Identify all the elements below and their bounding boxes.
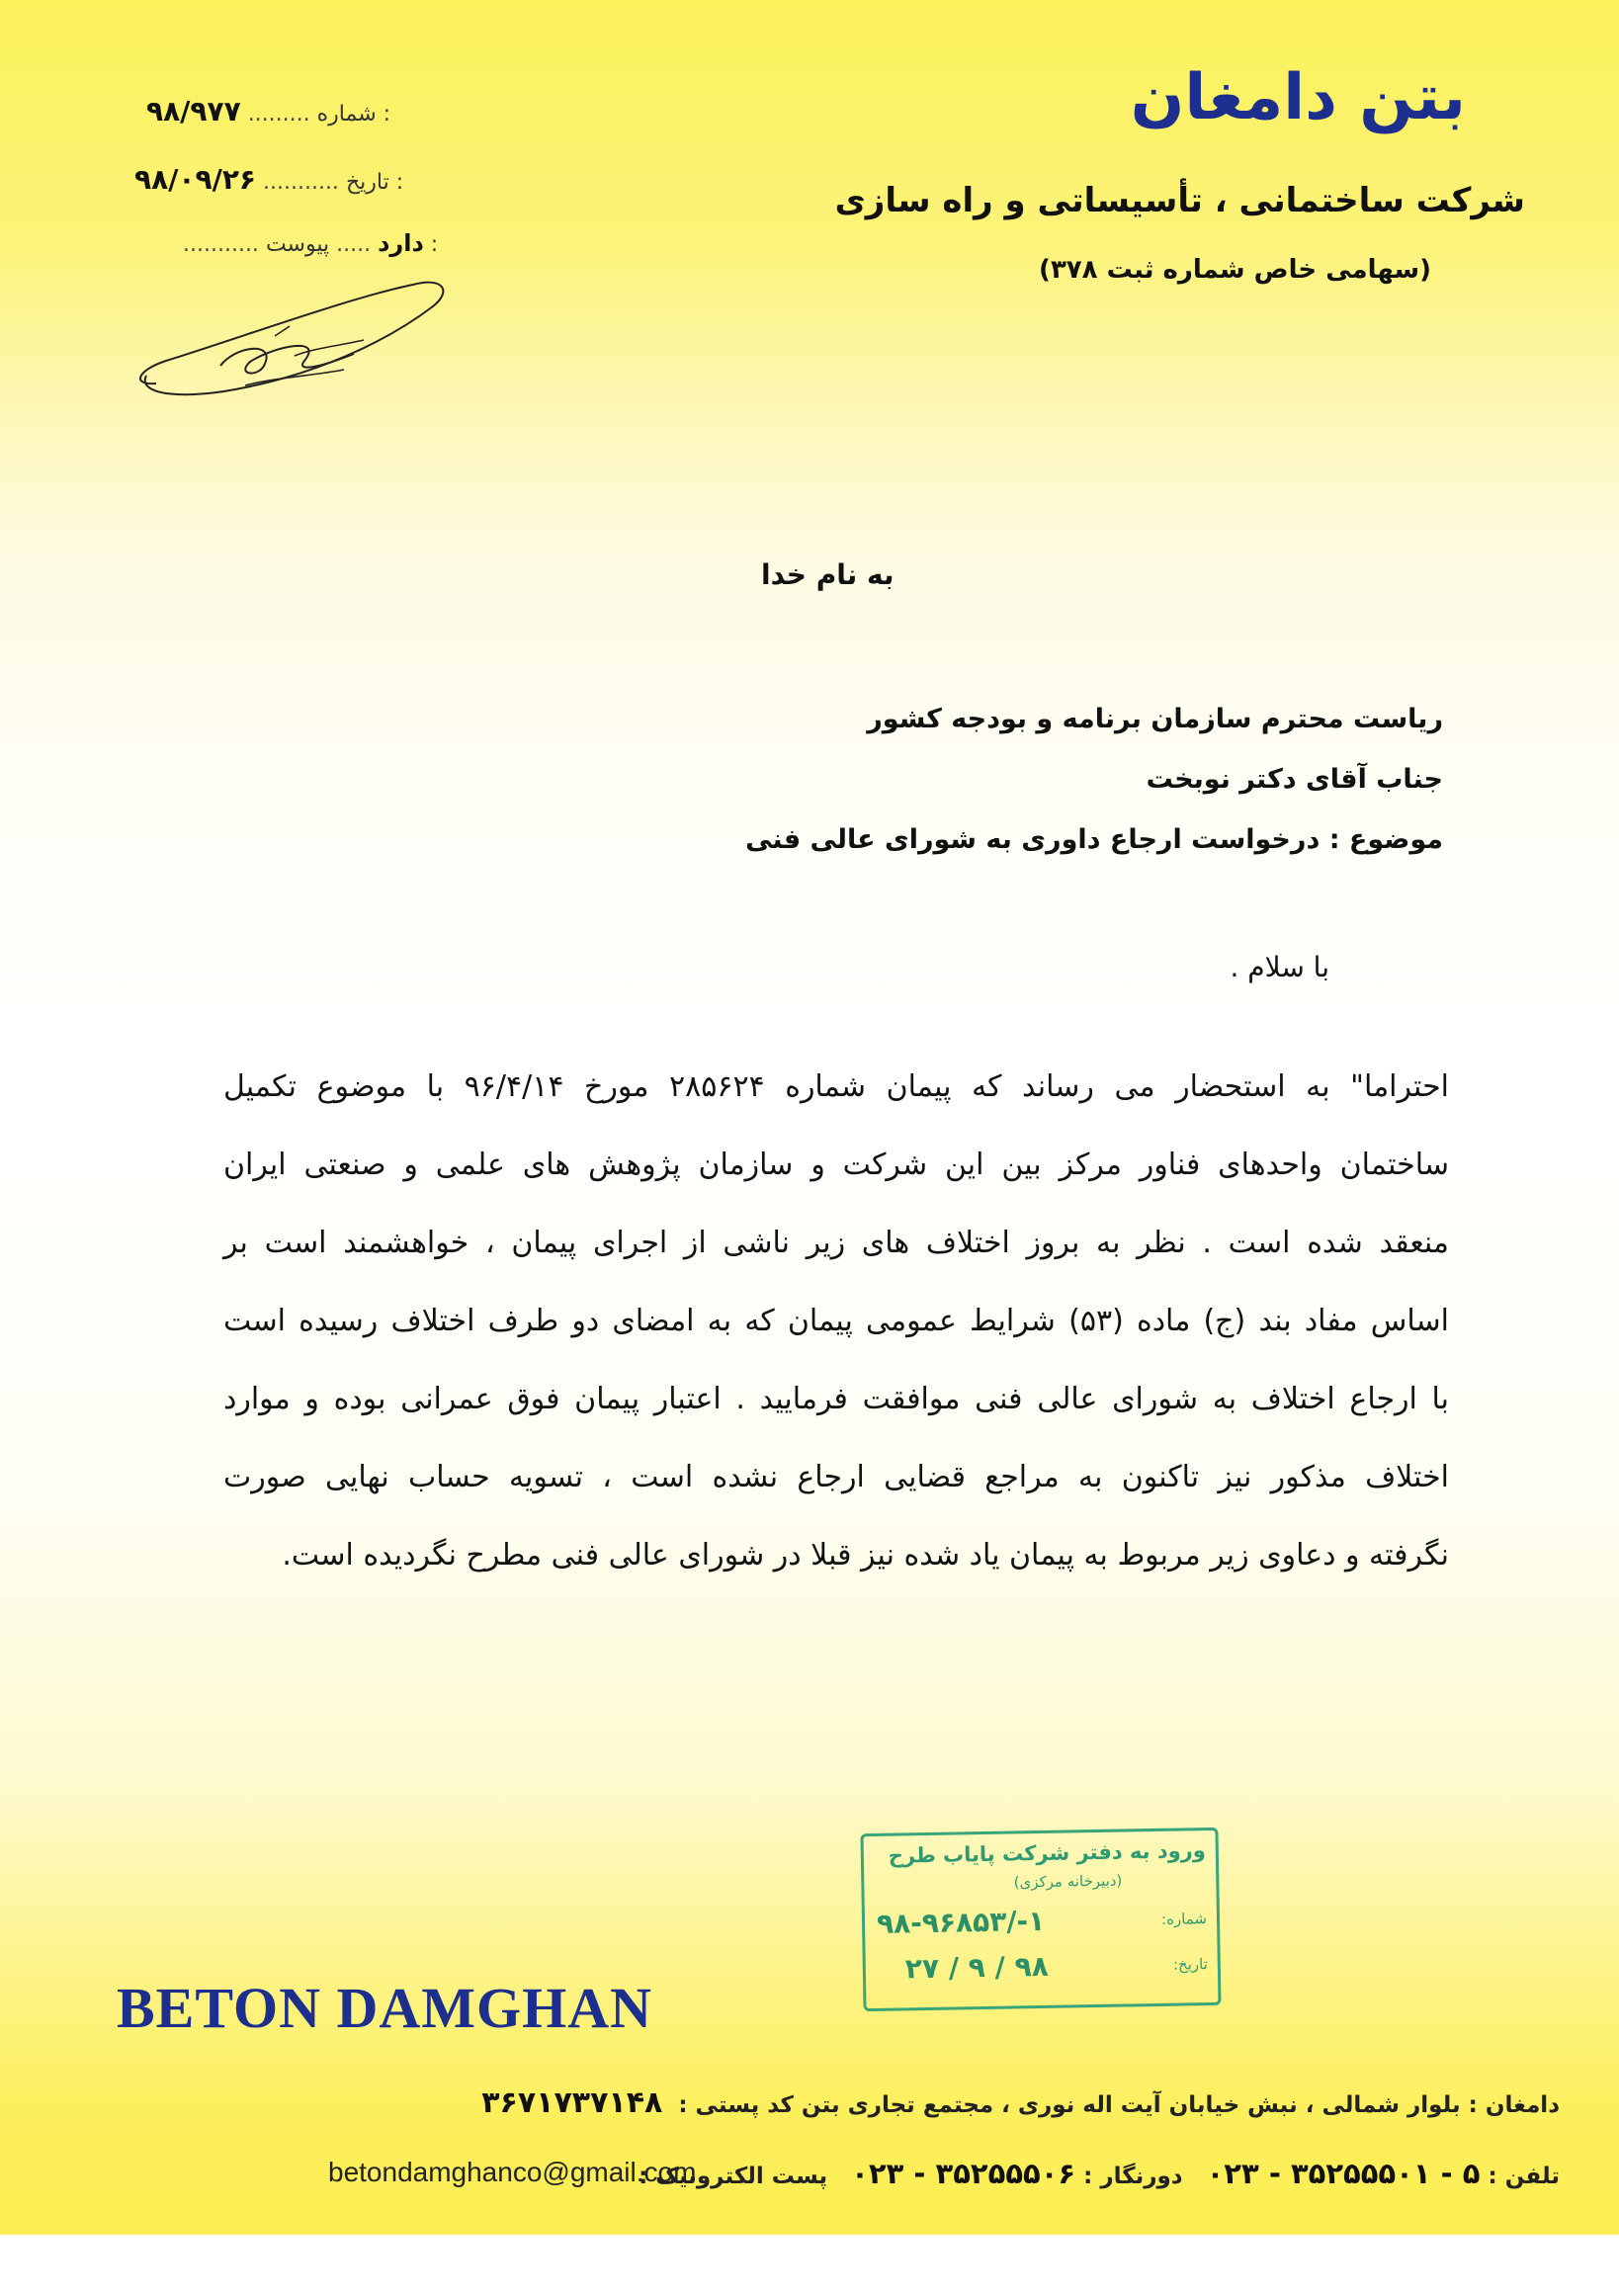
- footer-fax: ۳۵۲۵۵۵۰۶ - ۰۲۳: [851, 2157, 1076, 2190]
- company-name: بتن دامغان: [1130, 61, 1466, 134]
- stamp-number-label: شماره:: [1160, 1910, 1208, 1928]
- meta-attachment-label: پیوست :: [265, 232, 439, 257]
- greeting: با سلام .: [1230, 951, 1329, 983]
- meta-date-value: ۹۸/۰۹/۲۶: [134, 163, 256, 196]
- body-line: نگرفته و دعاوی زیر مربوط به پیمان یاد شده نیز قبلا در شورای عالی فنی مطرح نگردیده است.: [282, 1538, 1449, 1573]
- stamp-date-value: ۹۸ / ۹ / ۲۷: [904, 1949, 1050, 1986]
- meta-date-row: ۹۸/۰۹/۲۶ ........... تاریخ :: [134, 163, 404, 196]
- body-line: احتراما" به استحضار می رساند که پیمان شماره ۲۸۵۶۲۴ مورخ ۹۶/۴/۱۴ با موضوع تکمیل: [223, 1069, 1449, 1104]
- meta-date-label: تاریخ :: [345, 170, 404, 195]
- body-line: با ارجاع اختلاف به شورای عالی فنی موافقت فرمایید . اعتبار پیمان فوق عمرانی بوده و موارد: [223, 1382, 1449, 1416]
- stamp-number-value: ۱-/۹۸-۹۶۸۵۳: [876, 1904, 1046, 1940]
- body-line: منعقد شده است . نظر به بروز اختلاف های زیر ناشی از اجرای پیمان ، خواهشمند است بر: [223, 1226, 1449, 1260]
- recipient-line-2: جناب آقای دکتر نوبخت: [1146, 764, 1443, 795]
- recipient-line-1: ریاست محترم سازمان برنامه و بودجه کشور: [867, 704, 1443, 734]
- meta-number-row: ۹۸/۹۷۷ ......... شماره :: [146, 95, 391, 128]
- footer-email-label: پست الکترونیک :: [639, 2164, 828, 2189]
- footer-contact: [639, 2157, 1560, 2190]
- company-description: شرکت ساختمانی ، تأسیساتی و راه سازی: [834, 181, 1525, 220]
- body-line: ساختمان واحدهای فناور مرکز بین این شرکت و سازمان پژوهش های علمی و صنعتی ایران: [223, 1148, 1449, 1182]
- meta-attachment-value: دارد: [378, 229, 424, 257]
- stamp-date-label: تاریخ:: [1172, 1955, 1208, 1974]
- stamp-subtitle: (دبیرخانه مرکزی): [1013, 1871, 1123, 1892]
- footer-postal-code: ۳۶۷۱۷۳۷۱۴۸: [481, 2085, 663, 2120]
- receipt-stamp: [860, 1828, 1221, 2011]
- subject-line: موضوع : درخواست ارجاع داوری به شورای عالی فنی: [745, 824, 1443, 855]
- meta-number-value: ۹۸/۹۷۷: [146, 95, 241, 128]
- body-line: اختلاف مذکور نیز تاکنون به مراجع قضایی ارجاع نشده است ، تسویه حساب نهایی صورت: [223, 1460, 1449, 1494]
- brand-english: BETON DAMGHAN: [117, 1976, 653, 2040]
- body-line: اساس مفاد بند (ج) ماده (۵۳) شرایط عمومی پیمان که به امضای دو طرف اختلاف رسیده است: [223, 1304, 1450, 1338]
- stamp-title: ورود به دفتر شرکت پایاب طرح: [888, 1838, 1207, 1868]
- bismillah-heading: به نام خدا: [761, 558, 895, 591]
- footer-address-text: دامغان : بلوار شمالی ، نبش خیابان آیت اله نوری ، مجتمع تجاری بتن کد پستی :: [678, 2092, 1560, 2118]
- letter-body: [223, 1048, 1449, 1594]
- meta-attachment-row: ........... دارد ..... پیوست :: [183, 229, 439, 257]
- signature: [127, 267, 463, 415]
- company-registration: (سهامی خاص شماره ثبت ۳۷۸): [1039, 255, 1431, 285]
- footer-email[interactable]: betondamghanco@gmail.com: [328, 2157, 697, 2187]
- meta-number-label: شماره :: [316, 102, 391, 127]
- page-bottom-margin: [0, 2236, 1619, 2296]
- footer-fax-label: دورنگار :: [1083, 2164, 1183, 2189]
- footer-phone-label: تلفن :: [1488, 2164, 1560, 2189]
- footer-address: [481, 2085, 1560, 2120]
- footer-phone: ۵ - ۳۵۲۵۵۵۰۱ - ۰۲۳: [1206, 2157, 1481, 2190]
